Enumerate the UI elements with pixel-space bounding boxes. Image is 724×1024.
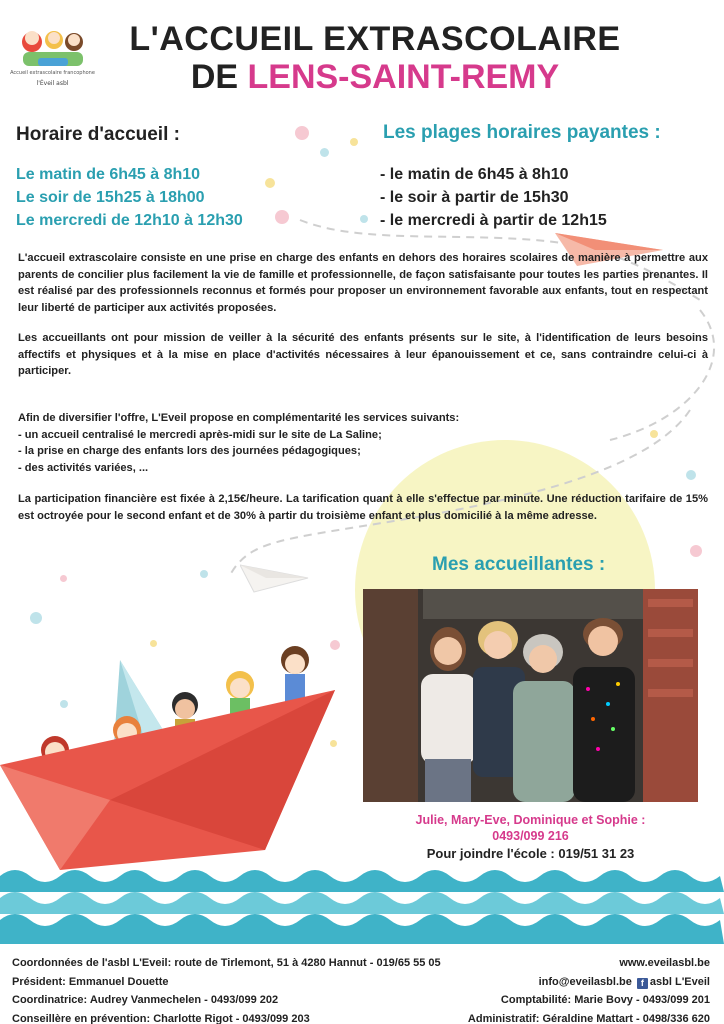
title-location: LENS-SAINT-REMY (247, 58, 560, 96)
page-title: L'ACCUEIL EXTRASCOLAIRE (129, 20, 621, 58)
plages-item: - le mercredi à partir de 12h15 (380, 212, 607, 229)
plages-list (380, 163, 607, 232)
team-photo (363, 589, 698, 802)
horaire-list (16, 163, 243, 232)
accueillantes-names (363, 812, 698, 844)
footer-right (468, 954, 710, 1024)
footer-administratif: Administratif: Géraldine Mattart - 0498/336 620 (467, 1012, 710, 1024)
footer-website-link[interactable]: www.eveilasbl.be (619, 957, 710, 969)
plages-item: - le matin de 6h45 à 8h10 (380, 166, 569, 183)
horaire-heading: Horaire d'accueil : (16, 124, 180, 145)
intro-paragraph: L'accueil extrascolaire consiste en une prise en charge des enfants en dehors des horaires scolaires de manière à permettre aux parents de concilier plus facilement la vie de famille et professionnelle, de façon satisfaisante pour toutes les parties prenantes. Il est réalisé par des professionnels reconnus et formés pour proposer un environnement favorable aux enfants, tout en respectant leur liberté de participer aux activités proposées. (18, 252, 708, 314)
names-text: Julie, Mary-Eve, Dominique et Sophie : (415, 813, 646, 827)
title-prefix: DE (190, 58, 248, 96)
tarif-paragraph: La participation financière est fixée à 2,15€/heure. La tarification quant à elle s'effectue par minute. Une réduction tarifaire de 15% est octroyée pour le second enfant et de 30% à partir du troisième enfant et plus domicilié à la même adresse. (18, 493, 708, 522)
footer-email-link[interactable]: info@eveilasbl.be (538, 975, 632, 988)
page-subtitle (110, 58, 640, 97)
children-logo-icon (18, 20, 88, 70)
ecole-contact: Pour joindre l'école : 019/51 31 23 (426, 846, 635, 861)
facebook-icon[interactable]: f (637, 978, 648, 989)
services-intro: Afin de diversifier l'offre, L'Eveil propose en complémentarité les services suivants: (18, 412, 460, 424)
footer-coordinatrice: Coordinatrice: Audrey Vanmechelen - 0493/099 202 (12, 994, 279, 1006)
footer-president: Président: Emmanuel Douette (12, 975, 169, 988)
plages-heading: Les plages horaires payantes : (383, 122, 661, 143)
logo-name: l'Éveil asbl (36, 80, 69, 87)
horaire-item: Le mercredi de 12h10 à 12h30 (16, 212, 243, 229)
paper-boat-illustration (0, 640, 340, 880)
paper-plane-icon (240, 560, 310, 595)
accueillantes-phone: 0493/099 216 (492, 829, 569, 843)
decor-dot (30, 612, 42, 624)
footer-conseillere: Conseillère en prévention: Charlotte Rigot - 0493/099 203 (12, 1012, 310, 1024)
footer (0, 944, 724, 1024)
services-item: - la prise en charge des enfants lors des journées pédagogiques; (18, 445, 361, 457)
plages-item: - le soir à partir de 15h30 (380, 189, 569, 206)
services-item: - des activités variées, ... (18, 461, 149, 474)
services-item: - un accueil centralisé le mercredi après-midi sur le site de La Saline; (18, 428, 382, 441)
footer-facebook-link[interactable]: asbl L'Eveil (649, 975, 710, 988)
horaire-item: Le matin de 6h45 à 8h10 (16, 166, 201, 183)
sea-waves (0, 862, 724, 944)
horaire-item: Le soir de 15h25 à 18h00 (16, 189, 205, 206)
accueillantes-heading: Mes accueillantes : (432, 554, 606, 575)
footer-left (12, 954, 441, 1024)
footer-address: Coordonnées de l'asbl L'Eveil: route de Tirlemont, 51 à 4280 Hannut - 019/65 55 05 (12, 957, 441, 969)
asbl-logo (10, 20, 95, 90)
footer-contact-line (468, 973, 710, 992)
footer-comptabilite: Comptabilité: Marie Bovy - 0493/099 201 (500, 994, 710, 1006)
mission-paragraph: Les accueillants ont pour mission de veiller à la sécurité des enfants présents sur le site, à l'identification de leurs besoins affectifs et physiques et à la mise en place d'activités nécessaires à leur épanouissement et ce, sans contraindre celui-ci à participer. (18, 332, 708, 377)
services-paragraph (18, 410, 708, 476)
logo-tagline: Accueil extrascolaire francophone (10, 70, 95, 76)
